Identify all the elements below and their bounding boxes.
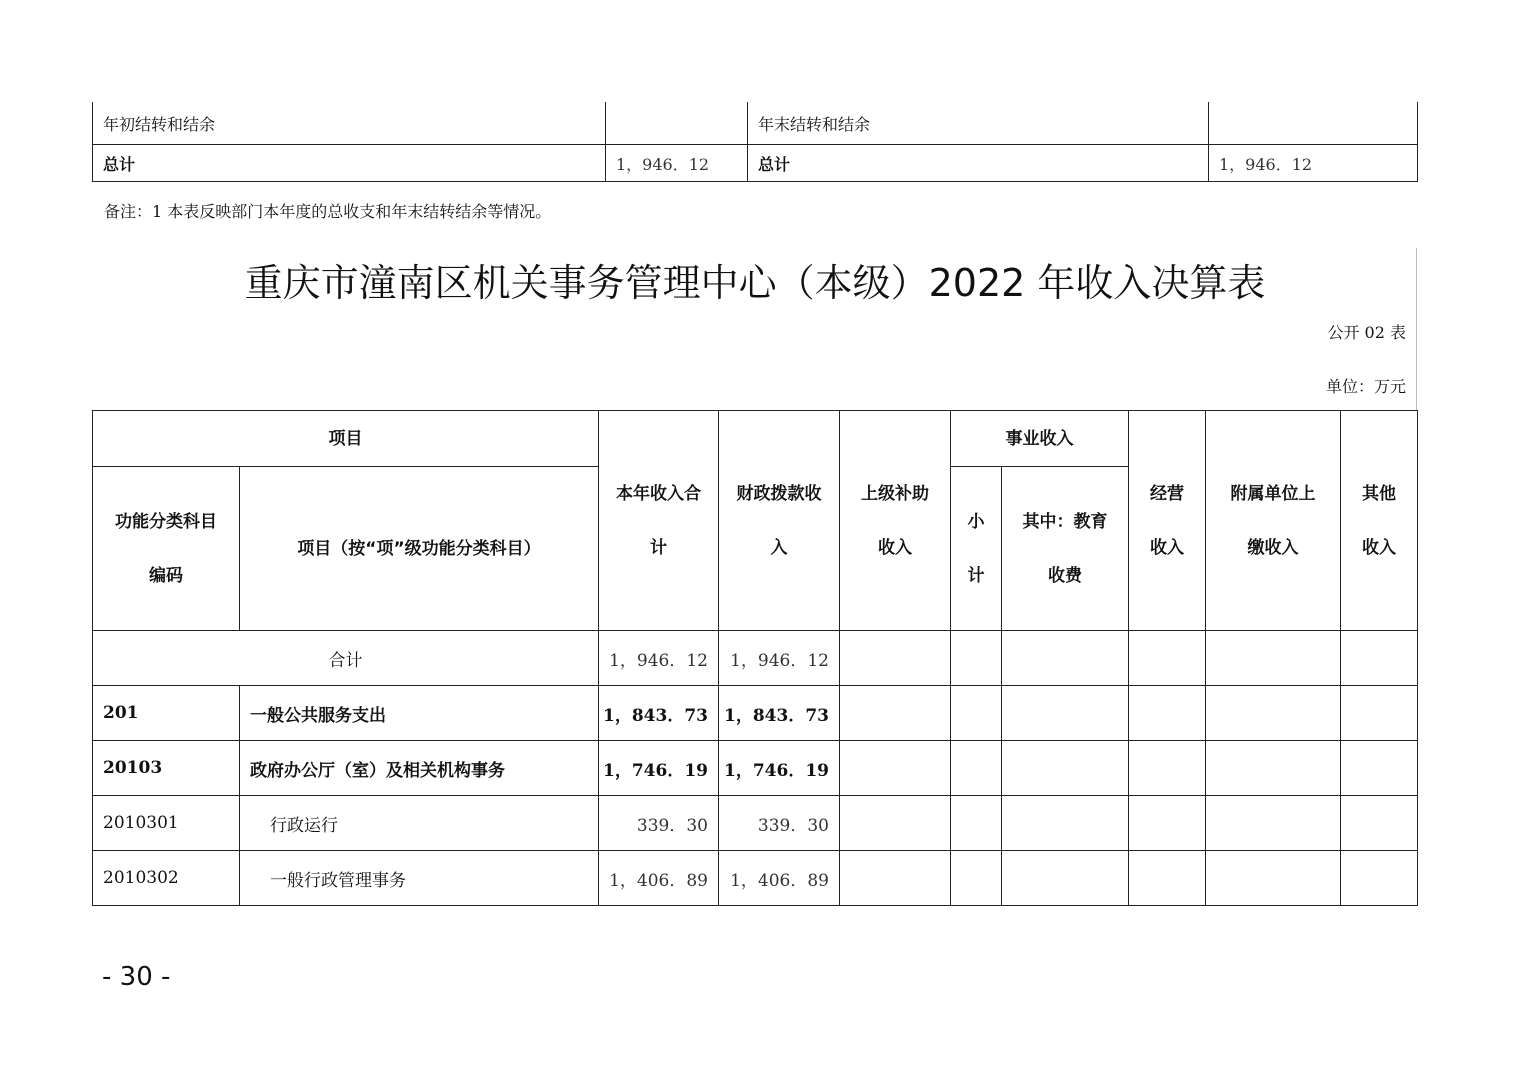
header-edu-fee-line2: 收费	[1048, 565, 1082, 586]
cell-empty	[1129, 796, 1206, 851]
income-total-value: 1，946．12	[606, 145, 748, 182]
cell-empty	[1002, 631, 1129, 686]
header-total-income	[599, 411, 719, 631]
cell-empty	[1129, 631, 1206, 686]
row-fiscal: 1，406．89	[719, 851, 840, 906]
cell-empty	[1002, 686, 1129, 741]
header-subtotal	[951, 467, 1002, 631]
expense-total-label: 总计	[748, 145, 1209, 182]
row-total: 1，843．73	[599, 686, 719, 741]
header-other-line2: 收入	[1362, 537, 1396, 558]
header-func-code-line2: 编码	[149, 565, 183, 586]
cell-empty	[840, 686, 951, 741]
header-total-income-line1: 本年收入合	[616, 483, 701, 504]
row-name: 一般公共服务支出	[240, 686, 599, 741]
row-total: 1，746．19	[599, 741, 719, 796]
cell-empty	[1341, 631, 1418, 686]
income-total-label: 总计	[93, 145, 606, 182]
cell-empty	[951, 741, 1002, 796]
header-affiliated-line1: 附属单位上	[1230, 483, 1316, 504]
header-upper-subsidy	[840, 411, 951, 631]
header-upper-subsidy-line2: 收入	[878, 537, 912, 558]
table-row	[93, 851, 1418, 906]
cell-empty	[1341, 796, 1418, 851]
carryover-end-value	[1209, 102, 1418, 145]
header-subtotal-line2: 计	[967, 565, 985, 586]
header-fiscal-line2: 入	[770, 537, 788, 558]
header-other-line1: 其他	[1362, 483, 1396, 504]
summary-table	[92, 102, 1418, 182]
header-affiliated-line2: 缴收入	[1247, 537, 1299, 558]
cell-empty	[1206, 796, 1341, 851]
header-row-1	[93, 411, 1418, 467]
cell-empty	[1002, 796, 1129, 851]
cell-empty	[1129, 851, 1206, 906]
table-row	[93, 686, 1418, 741]
cell-empty	[1206, 631, 1341, 686]
cell-empty	[840, 796, 951, 851]
row-code: 2010301	[93, 796, 240, 851]
row-code: 20103	[93, 741, 240, 796]
header-business-line1: 经营	[1150, 483, 1184, 504]
header-edu-fee-line1: 其中：教育	[1022, 511, 1108, 532]
header-fiscal-line1: 财政拨款收	[736, 483, 822, 504]
row-fiscal: 1，746．19	[719, 741, 840, 796]
row-total: 1，406．89	[599, 851, 719, 906]
page-title: 重庆市潼南区机关事务管理中心（本级）2022 年收入决算表	[244, 261, 1266, 305]
header-business	[1129, 411, 1206, 631]
summary-row-carryover	[93, 102, 1418, 145]
carryover-begin-value	[606, 102, 748, 145]
header-func-code-line1: 功能分类科目	[115, 511, 217, 532]
unit-label: 单位：万元	[1325, 377, 1406, 396]
table-note: 备注：1 本表反映部门本年度的总收支和年末结转结余等情况。	[104, 202, 552, 221]
header-func-code	[93, 467, 240, 631]
cell-empty	[1341, 741, 1418, 796]
row-name: 行政运行	[240, 796, 599, 851]
cell-empty	[1341, 686, 1418, 741]
cell-empty	[951, 796, 1002, 851]
header-project: 项目	[93, 411, 599, 467]
header-career-income: 事业收入	[951, 411, 1129, 467]
cell-empty	[1129, 686, 1206, 741]
expense-total-value: 1，946．12	[1209, 145, 1418, 182]
header-edu-fee	[1002, 467, 1129, 631]
carryover-end-label: 年末结转和结余	[748, 102, 1209, 145]
summary-row-total	[93, 145, 1418, 182]
cell-empty	[1002, 851, 1129, 906]
cell-empty	[951, 686, 1002, 741]
page-number: - 30 -	[102, 962, 171, 992]
row-name: 一般行政管理事务	[240, 851, 599, 906]
cell-empty	[951, 631, 1002, 686]
row-fiscal: 1，843．73	[719, 686, 840, 741]
income-table	[92, 410, 1418, 906]
total-row-income: 1，946．12	[599, 631, 719, 686]
cell-empty	[1206, 741, 1341, 796]
total-row	[93, 631, 1418, 686]
header-total-income-line2: 计	[650, 537, 667, 558]
table-row	[93, 796, 1418, 851]
row-code: 201	[93, 686, 240, 741]
row-fiscal: 339．30	[719, 796, 840, 851]
row-total: 339．30	[599, 796, 719, 851]
header-other	[1341, 411, 1418, 631]
cell-empty	[1002, 741, 1129, 796]
total-row-fiscal: 1，946．12	[719, 631, 840, 686]
header-subtotal-line1: 小	[967, 511, 985, 532]
table-code: 公开 02 表	[1327, 323, 1406, 342]
header-affiliated	[1206, 411, 1341, 631]
header-business-line2: 收入	[1150, 537, 1184, 558]
cell-empty	[1129, 741, 1206, 796]
total-row-label: 合计	[93, 631, 599, 686]
table-row	[93, 741, 1418, 796]
cell-empty	[1206, 851, 1341, 906]
cell-empty	[951, 851, 1002, 906]
carryover-begin-label: 年初结转和结余	[93, 102, 606, 145]
header-project-by-item: 项目（按“项”级功能分类科目）	[240, 467, 599, 631]
cell-empty	[840, 741, 951, 796]
header-upper-subsidy-line1: 上级补助	[861, 483, 929, 504]
row-name: 政府办公厅（室）及相关机构事务	[240, 741, 599, 796]
header-fiscal	[719, 411, 840, 631]
row-code: 2010302	[93, 851, 240, 906]
cell-empty	[1206, 686, 1341, 741]
cell-empty	[840, 851, 951, 906]
cell-empty	[840, 631, 951, 686]
cell-empty	[1341, 851, 1418, 906]
